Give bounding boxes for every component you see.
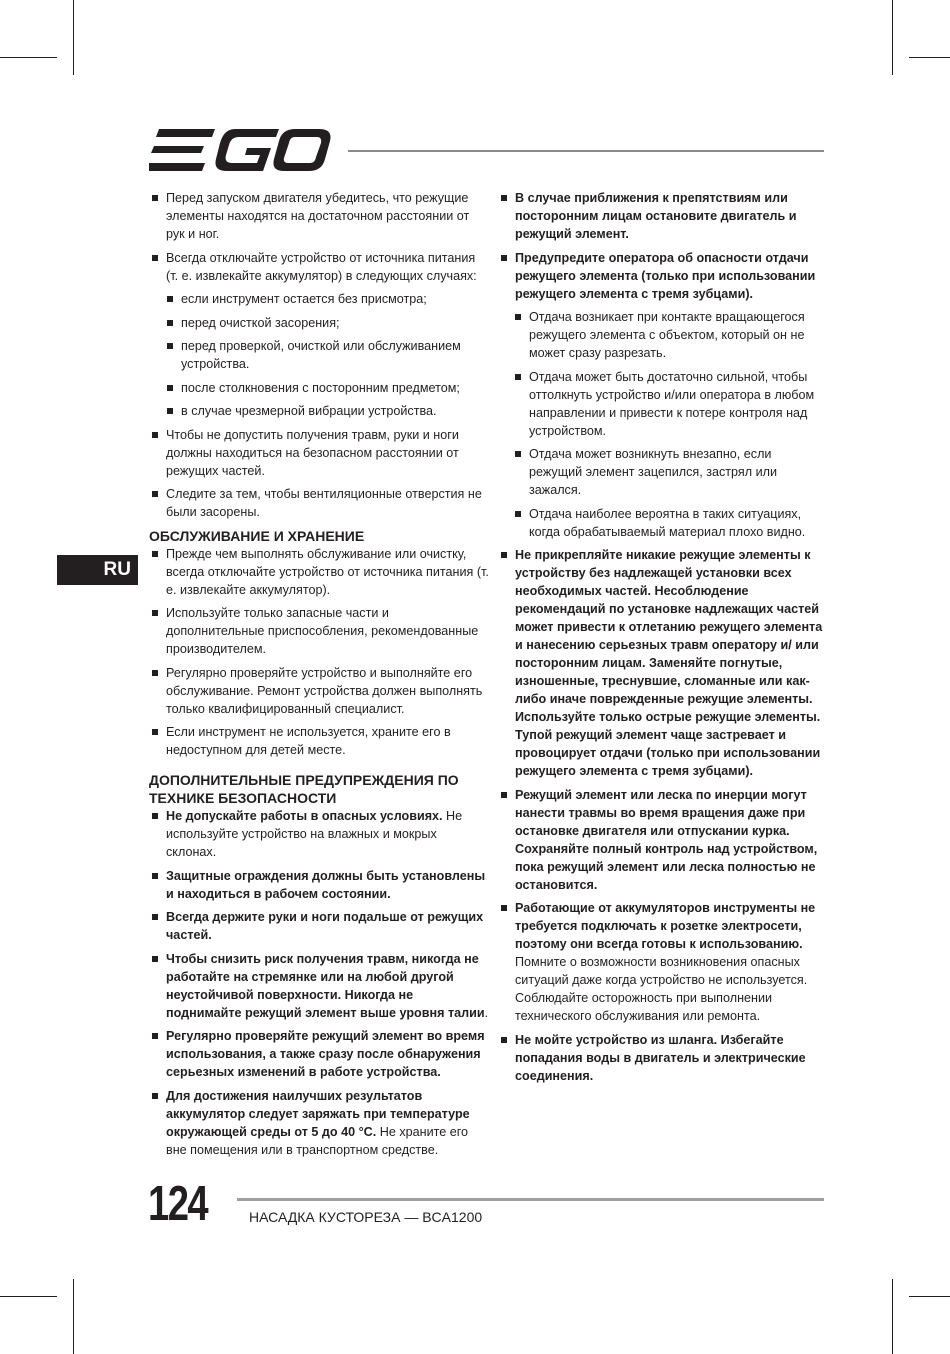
item-bold-text: Чтобы снизить риск получения травм, никогда не работайте на стремянке или на любой другой неустойчивой поверхности. Никогда не поднимайте режущий элемент выше уровня талии <box>166 951 485 1020</box>
crop-mark <box>73 0 74 75</box>
item-text: Не храните его вне помещения или в транспортном средстве. <box>166 1124 469 1157</box>
list-item: Перед запуском двигателя убедитесь, что режущие элементы находятся на достаточном расстоянии от рук и ног. <box>149 189 489 243</box>
item-bold-text: Не допускайте работы в опасных условиях. <box>166 809 443 823</box>
language-tab: RU <box>57 555 138 585</box>
sub-list-item: Отдача наиболее вероятна в таких ситуациях, когда обрабатываемый материал плохо видно. <box>512 505 828 541</box>
list-item <box>149 1027 489 1081</box>
sub-list-item: Отдача возникает при контакте вращающегося режущего элемента с объектом, который он не может сразу разрезать. <box>512 308 828 362</box>
additional-warnings-list <box>149 807 489 1159</box>
footer-rule <box>237 1198 824 1201</box>
crop-mark <box>892 1279 893 1354</box>
item-bold-text: Всегда держите руки и ноги подальше от режущих частей. <box>166 910 484 942</box>
sub-list-item: Отдача может возникнуть внезапно, если режущий элемент зацепился, застрял или зажался. <box>512 445 828 499</box>
safety-list <box>149 189 489 521</box>
sub-list-item: Отдача может быть достаточно сильной, чтобы оттолкнуть устройство и/или оператора в любом направлении и привести к потере контроля над устройством. <box>512 368 828 440</box>
list-item <box>149 908 489 944</box>
item-bold-text: Работающие от аккумуляторов инструменты не требуется подключать к розетке электросети, поэтому они всегда готовы к использованию. <box>515 901 816 951</box>
right-safety-list <box>498 189 828 1085</box>
sub-list-item: перед очисткой засорения; <box>164 314 489 332</box>
list-item: Следите за тем, чтобы вентиляционные отверстия не были засорены. <box>149 485 489 521</box>
item-text: Помните о возможности возникновения опасных ситуаций даже когда устройство не используется. Соблюдайте осторожность при выполнении технического обслуживания или ремонта. <box>515 955 808 1023</box>
list-item <box>149 950 489 1022</box>
crop-mark <box>909 57 950 58</box>
list-item <box>498 899 828 1025</box>
crop-mark <box>892 0 893 75</box>
item-bold-text: Режущий элемент или леска по инерции могут нанести травмы во время вращения даже при остановке двигателя или отпускании курка. Сохраняйте полный контроль над устройством, пока режущий элемент или леска полностью не остановится. <box>515 787 818 892</box>
list-item <box>149 807 489 861</box>
page-number: 124 <box>148 1177 208 1231</box>
crop-mark <box>73 1279 74 1354</box>
list-item <box>149 1087 489 1159</box>
list-item: Используйте только запасные части и дополнительные приспособления, рекомендованные производителем. <box>149 604 489 658</box>
list-item <box>498 1031 828 1085</box>
list-item: Регулярно проверяйте устройство и выполняйте его обслуживание. Ремонт устройства должен выполнять только квалифицированный специалист. <box>149 664 489 718</box>
item-bold-text: В случае приближения к препятствиям или посторонним лицам остановите двигатель и режущий элемент. <box>515 191 797 241</box>
item-bold-text: Предупредите оператора об опасности отдачи режущего элемента (только при использовании режущего элемента с тремя зубцами). <box>515 250 816 301</box>
header-rule <box>348 150 824 152</box>
crop-mark <box>0 57 57 58</box>
footer-title: НАСАДКА КУСТОРЕЗА — BCA1200 <box>249 1209 483 1225</box>
list-item: Всегда отключайте устройство от источника питания (т. е. извлекайте аккумулятор) в следующих случаях: <box>149 249 489 285</box>
item-bold-text: Для достижения наилучших результатов аккумулятор следует заряжать при температуре окружающей среды от 5 до 40 °C. <box>166 1088 470 1139</box>
list-item: Прежде чем выполнять обслуживание или очистку, всегда отключайте устройство от источника питания (т. е. извлекайте аккумулятор). <box>149 545 489 599</box>
list-item <box>498 786 828 894</box>
list-item: Чтобы не допустить получения травм, руки и ноги должны находиться на безопасном расстоянии от режущих частей. <box>149 426 489 480</box>
item-bold-text: Защитные ограждения должны быть установлены и находиться в рабочем состоянии. <box>166 868 486 901</box>
list-item <box>498 249 828 303</box>
crop-mark <box>909 1296 950 1297</box>
item-bold-text: Регулярно проверяйте режущий элемент во время использования, а также сразу после обнаружения серьезных изменений в работе устройства. <box>166 1029 485 1079</box>
section-title-maintenance: ОБСЛУЖИВАНИЕ И ХРАНЕНИЕ <box>149 527 365 544</box>
item-text: Не используйте устройство на влажных и мокрых склонах. <box>166 809 463 859</box>
left-column <box>149 189 489 1164</box>
right-column <box>498 189 828 1090</box>
list-item <box>498 189 828 243</box>
item-text: . <box>484 1005 489 1020</box>
item-bold-text: Не прикрепляйте никакие режущие элементы к устройству без надлежащей установки всех необходимых частей. Несоблюдение рекомендаций по установке надлежащих частей может привести к отлетанию режущего элемента и нанесению серьезных травм оператору и/ или посторонним лицам. Заменяйте погнутые, изношенные, треснувшие, сломанные или как-либо иначе поврежденные режущие элементы. Используйте только острые режущие элементы. Тупой режущий элемент чаще застревает и провоцирует отдачи (только при использовании режущего элемента с тремя зубцами). <box>515 548 823 778</box>
sub-list-item: в случае чрезмерной вибрации устройства. <box>164 402 489 420</box>
list-item: Если инструмент не используется, храните его в недоступном для детей месте. <box>149 723 489 759</box>
section-title-additional-warnings: ДОПОЛНИТЕЛЬНЫЕ ПРЕДУПРЕЖДЕНИЯ ПО ТЕХНИКЕ БЕЗОПАСНОСТИ <box>149 772 459 806</box>
list-item <box>498 546 828 780</box>
crop-mark <box>0 1296 57 1297</box>
sub-list-item: перед проверкой, очисткой или обслуживанием устройства. <box>164 337 489 373</box>
sub-list-item: после столкновения с посторонним предметом; <box>164 379 489 397</box>
maintenance-list <box>149 545 489 760</box>
list-item <box>149 867 489 903</box>
sub-list-item: если инструмент остается без присмотра; <box>164 290 489 308</box>
item-bold-text: Не мойте устройство из шланга. Избегайте попадания воды в двигатель и электрические соединения. <box>515 1032 806 1083</box>
ego-logo <box>149 129 331 171</box>
